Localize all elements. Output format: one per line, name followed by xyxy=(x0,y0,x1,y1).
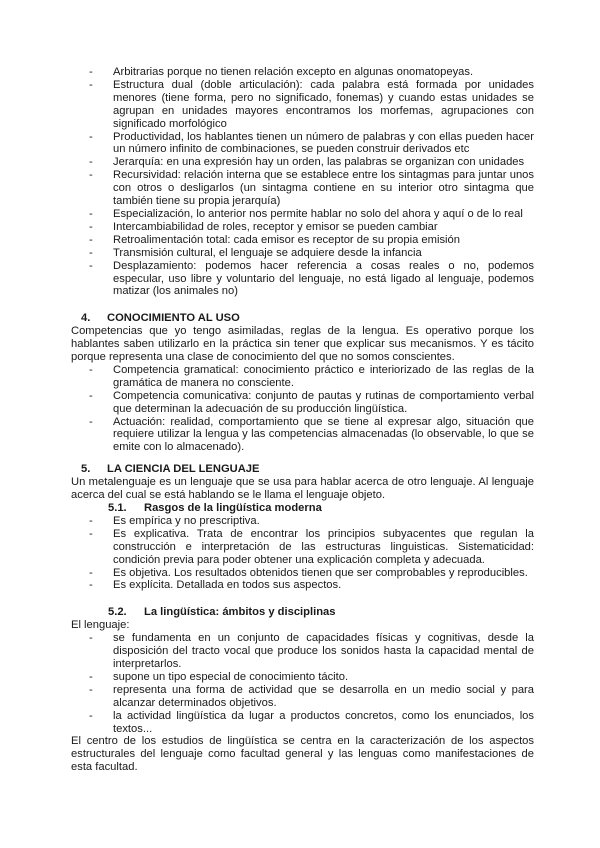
list-item: - supone un tipo especial de conocimiento tácito. xyxy=(89,671,534,684)
features-list xyxy=(89,66,534,298)
section-number: 5. xyxy=(81,463,91,476)
subsection-number: 5.1. xyxy=(108,502,127,514)
subsection-title: La lingüística: ámbitos y disciplinas xyxy=(144,606,336,619)
list-item: - Productividad, los hablantes tienen un número de palabras y con ellas pueden hacer un número infinito de combinaciones, se pueden construir derivados etc xyxy=(89,131,534,157)
section-title: CONOCIMIENTO AL USO xyxy=(107,312,240,325)
subsection-5-2-closing: El centro de los estudios de lingüística se centra en la caracterización de los aspectos estructurales del lenguaje como facultad general y las lenguas como manifestaciones de esta facultad. xyxy=(71,735,534,774)
list-item: - Desplazamiento: podemos hacer referencia a cosas reales o no, podemos especular, uso libre y voluntario del lenguaje, no está ligado al lenguaje, podemos matizar (los animales no) xyxy=(89,260,534,299)
list-item: - Recursividad: relación interna que se establece entre los sintagmas para juntar unos con otros o desligarlos (un sintagma contiene en su interior otro sintagma que también tiene su propia jerarquía) xyxy=(89,169,534,208)
subsection-5-2-list xyxy=(89,632,534,735)
subsection-title: Rasgos de la lingüística moderna xyxy=(144,502,322,514)
list-item: - Retroalimentación total: cada emisor es receptor de su propia emisión xyxy=(89,234,534,247)
list-item: - Transmisión cultural, el lenguaje se adquiere desde la infancia xyxy=(89,247,534,260)
section-title: LA CIENCIA DEL LENGUAJE xyxy=(107,463,260,476)
subsection-5-1-heading xyxy=(71,502,534,515)
list-item: - Actuación: realidad, comportamiento que se tiene al expresar algo, situación que requiere utilizar la lengua y las competencias almacenadas (lo observable, lo que se emite con lo almacenado). xyxy=(89,416,534,455)
list-item: - Competencia gramatical: conocimiento práctico e interiorizado de las reglas de la gramática de manera no consciente. xyxy=(89,364,534,390)
subsection-5-1-list xyxy=(89,515,534,592)
list-item: - Arbitrarias porque no tienen relación excepto en algunas onomatopeyas. xyxy=(89,66,534,79)
list-item: - Es explicativa. Trata de encontrar los principios subyacentes que regulan la construcción e interpretación de las estructuras linguisticas. Sistematicidad: condición previa para poder obtener una explicación completa y adecuada. xyxy=(89,528,534,567)
subsection-5-2-intro: El lenguaje: xyxy=(71,619,130,632)
list-item: - Intercambiabilidad de roles, receptor y emisor se pueden cambiar xyxy=(89,221,534,234)
section-4-heading xyxy=(71,312,534,325)
section-5-paragraph: Un metalenguaje es un lenguaje que se usa para hablar acerca de otro lenguaje. Al lenguaje acerca del cual se está hablando se le llama el lenguaje objeto. xyxy=(71,476,534,502)
subsection-number: 5.2. xyxy=(108,606,127,619)
list-item: - Es explícita. Detallada en todos sus aspectos. xyxy=(89,579,534,592)
subsection-5-2-heading xyxy=(71,606,534,619)
section-number: 4. xyxy=(81,312,91,325)
list-item: - se fundamenta en un conjunto de capacidades físicas y cognitivas, desde la disposición del tracto vocal que produce los sonidos hasta la capacidad mental de interpretarlos. xyxy=(89,632,534,671)
section-5-heading xyxy=(71,463,534,476)
list-item: - representa una forma de actividad que se desarrolla en un medio social y para alcanzar determinados objetivos. xyxy=(89,684,534,710)
section-4-paragraph: Competencias que yo tengo asimiladas, reglas de la lengua. Es operativo porque los hablantes saben utilizarlo en la práctica sin tener que explicar sus mecanismos. Y es tácito porque representa una clase de conocimiento del que no somos conscientes. xyxy=(71,325,534,364)
list-item: - Competencia comunicativa: conjunto de pautas y rutinas de comportamiento verbal que determinan la adecuación de su producción lingüística. xyxy=(89,390,534,416)
list-item: - Es empírica y no prescriptiva. xyxy=(89,515,534,528)
list-item: - Especialización, lo anterior nos permite hablar no solo del ahora y aquí o de lo real xyxy=(89,208,534,221)
list-item: - Jerarquía: en una expresión hay un orden, las palabras se organizan con unidades xyxy=(89,156,534,169)
list-item: - Estructura dual (doble articulación): cada palabra está formada por unidades menores (tiene forma, pero no significado, fonemas) y cuando estas unidades se agrupan en unidades mayores encontramos los morfemas, agrupaciones con significado morfológico xyxy=(89,79,534,131)
section-4-list xyxy=(89,364,534,454)
list-item: - Es objetiva. Los resultados obtenidos tienen que ser comprobables y reproducibles. xyxy=(89,567,534,580)
list-item: - la actividad lingüística da lugar a productos concretos, como los enunciados, los textos... xyxy=(89,710,534,736)
